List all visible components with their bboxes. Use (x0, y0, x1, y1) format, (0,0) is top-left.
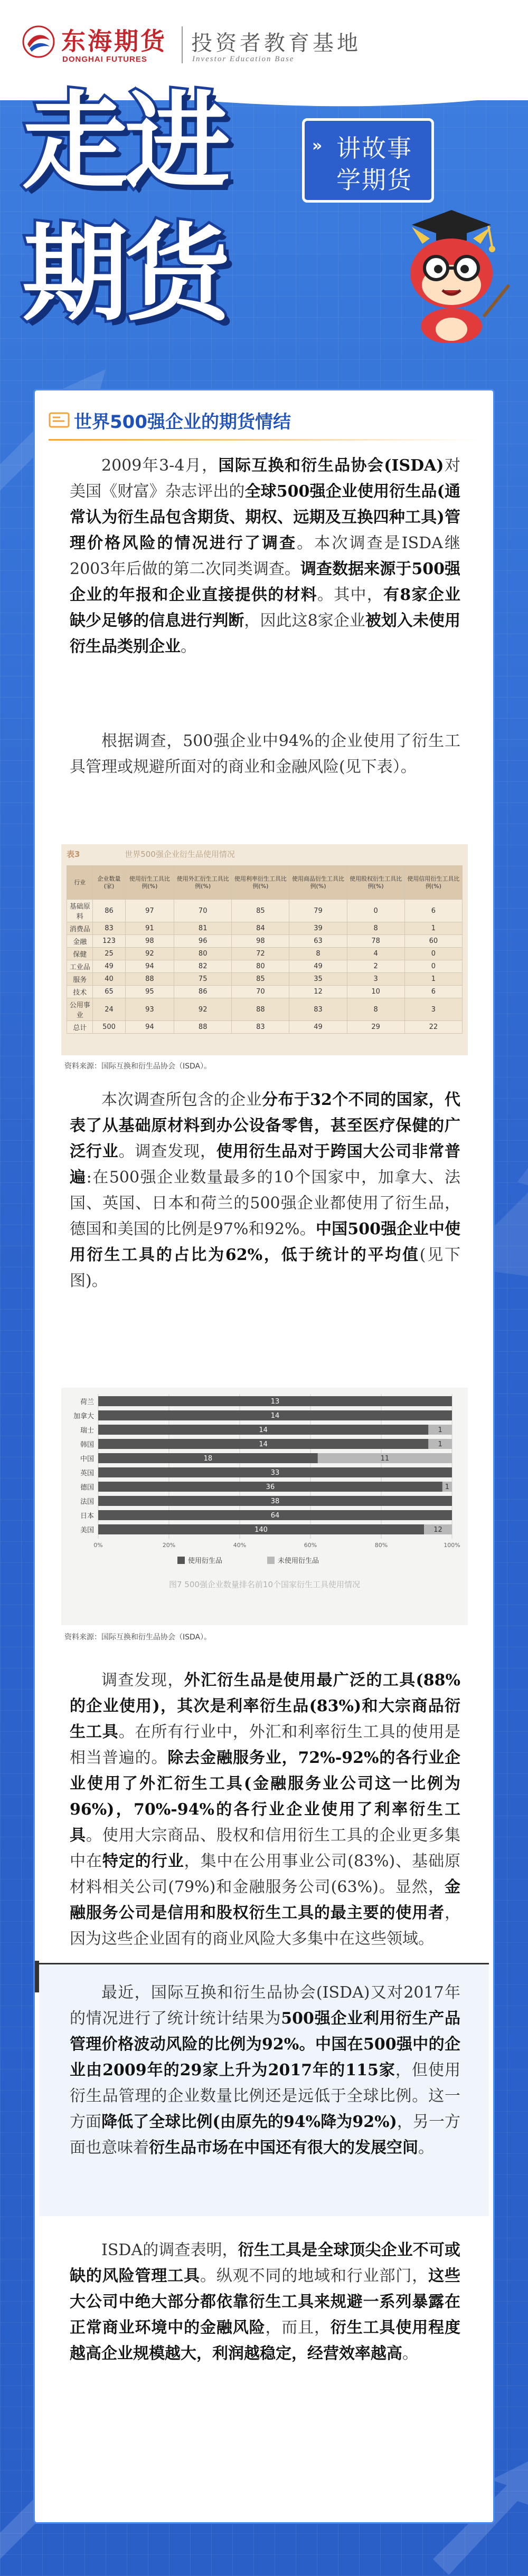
table-cell: 2 (347, 960, 404, 973)
chart-tick-label: 40% (233, 1542, 247, 1549)
table-caption (67, 848, 463, 860)
body-text: (见下图)。 (70, 1246, 460, 1290)
chart-data-label: 18 (203, 1455, 213, 1463)
table-cell: 49 (289, 960, 347, 973)
table-cell: 8 (347, 998, 404, 1021)
body-text: 。调查发现， (118, 1142, 216, 1161)
emphasis-text: 衍生工具是全球顶尖企业不可或缺的风险管理工具 (70, 2241, 460, 2285)
emphasis-text: 特定的行业 (102, 1852, 184, 1871)
table-cell: 98 (232, 935, 289, 948)
table-cell: 92 (125, 948, 174, 960)
chart-category-label: 美国 (80, 1526, 94, 1534)
chart-legend-swatch (177, 1557, 185, 1564)
chart-legend-label: 使用衍生品 (188, 1557, 223, 1565)
table-cell: 79 (289, 900, 347, 922)
table-cell: 4 (347, 948, 404, 960)
chart-category-label: 德国 (80, 1484, 94, 1492)
body-text: ，集中在公用事业公司(83%)、基础原材料相关公司(79%)和金融服务公司(63%)。显然， (70, 1852, 461, 1896)
table-row (67, 935, 463, 948)
chart-data-label: 33 (270, 1469, 280, 1477)
book-icon (49, 411, 70, 429)
brand-name-cn: 东海期货 (61, 27, 167, 55)
dragon-mascot-icon (391, 206, 512, 343)
table-cell: 25 (93, 948, 125, 960)
chart-category-label: 荷兰 (80, 1398, 94, 1406)
table-cell: 6 (404, 900, 462, 922)
table-cell: 88 (125, 973, 174, 986)
body-text: ，因为这些企业固有的商业风险大多集中在这些领域。 (70, 1904, 460, 1948)
body-text: ，而且， (265, 2319, 331, 2337)
table-cell: 29 (347, 1021, 404, 1034)
table-cell: 0 (347, 900, 404, 922)
table-row (67, 973, 463, 986)
emphasis-text: 500强企业利用衍生产品管理价格波动风险的比例为92%。中国在500强中的企业由2009年的29家上升为2017年的115家 (70, 2009, 461, 2079)
table-cell: 83 (232, 1021, 289, 1034)
chart-data-label: 14 (270, 1412, 280, 1420)
chart-legend-swatch (267, 1557, 275, 1564)
emphasis-text: 金融服务公司是信用和股权衍生工具的最主要的使用者 (70, 1878, 460, 1922)
chart-data-label: 36 (266, 1483, 275, 1491)
table-row (67, 986, 463, 998)
emphasis-text: 中国500强企业中使用衍生工具的占比为62%，低于统计的平均值 (70, 1220, 461, 1264)
body-text: 最近，国际互换和衍生品协会(ISDA)又对2017年的情况进行了统计统计结果为 (70, 1983, 460, 2028)
table-cell: 49 (289, 1021, 347, 1034)
table-header-cell: 行业 (67, 866, 93, 900)
table-header-cell: 使用衍生工具比例(%) (125, 866, 174, 900)
table-cell: 63 (289, 935, 347, 948)
table-cell: 97 (125, 900, 174, 922)
table-cell: 3 (347, 973, 404, 986)
table-cell: 3 (404, 998, 462, 1021)
body-text: ISDA的调查表明， (101, 2241, 238, 2259)
table-header-cell: 使用股权衍生工具比例(%) (347, 866, 404, 900)
table-cell: 22 (404, 1021, 462, 1034)
table-cell: 消费品 (67, 922, 93, 935)
table-cell: 10 (347, 986, 404, 998)
chart-category-label: 瑞士 (80, 1427, 94, 1435)
table-row (67, 900, 463, 922)
table-cell: 85 (232, 973, 289, 986)
chart-data-label: 140 (254, 1526, 268, 1534)
bar-chart-figure (61, 1388, 468, 1625)
table-cell: 83 (289, 998, 347, 1021)
section-divider (49, 439, 479, 441)
table-row (67, 948, 463, 960)
table-header-cell: 使用利率衍生工具比例(%) (232, 866, 289, 900)
chart-data-label: 38 (270, 1497, 280, 1505)
table-cell: 92 (174, 998, 232, 1021)
brand-name-en: DONGHAI FUTURES (62, 55, 147, 64)
paragraph-intro (70, 453, 460, 717)
table-cell: 86 (174, 986, 232, 998)
chart-data-label: 1 (438, 1440, 442, 1448)
table-cell: 49 (93, 960, 125, 973)
table-cell: 1 (404, 973, 462, 986)
body-text: 。使用大宗商品、股权和信用衍生工具的企业更多集中在 (70, 1826, 461, 1871)
table-cell: 86 (93, 900, 125, 922)
table-source-note: 资料来源：国际互换和衍生品协会（ISDA）。 (64, 1062, 212, 1071)
table-cell: 工业品 (67, 960, 93, 973)
table-row (67, 998, 463, 1021)
body-text: 本次调查所包含的企业 (101, 1091, 262, 1109)
chart-tick-label: 60% (304, 1542, 317, 1549)
chart-category-label: 法国 (80, 1498, 94, 1506)
table-cell: 80 (174, 948, 232, 960)
table-cell: 94 (125, 960, 174, 973)
table-cell: 500 (93, 1021, 125, 1034)
emphasis-text: 衍生工具使用程度越高企业规模越大，利润越稳定，经营效率越高 (70, 2319, 461, 2363)
table-header-cell: 使用外汇衍生工具比例(%) (174, 866, 232, 900)
body-text: ，另一方面也意味着 (70, 2113, 461, 2157)
table-cell: 94 (125, 1021, 174, 1034)
emphasis-text: 国际互换和衍生品协会(ISDA) (218, 456, 444, 475)
table-cell: 96 (174, 935, 232, 948)
chart-legend-label: 未使用衍生品 (278, 1557, 319, 1565)
emphasis-text: 除去金融服务业，72%-92%的各行业企业使用了外汇衍生工具(金融服务业公司这一比例为96%)，70%-94%的各行业企业使用了利率衍生工具 (70, 1749, 461, 1845)
chart-data-label: 14 (259, 1440, 268, 1448)
table-cell: 39 (289, 922, 347, 935)
paragraph-survey-result (70, 728, 460, 834)
table-cell: 65 (93, 986, 125, 998)
table-cell: 0 (404, 960, 462, 973)
chart-data-label: 1 (445, 1483, 450, 1491)
emphasis-text: 调查数据来源于500强企业的年报和企业直接提供的材料 (70, 560, 460, 604)
chart-data-label: 14 (259, 1426, 268, 1434)
chart-data-label: 11 (380, 1455, 390, 1463)
story-tag-line2: 学期货 (336, 166, 412, 194)
body-text: 调查发现， (101, 1671, 184, 1690)
table-cell: 8 (347, 922, 404, 935)
table-cell: 60 (404, 935, 462, 948)
table-cell: 81 (174, 922, 232, 935)
table-figure (61, 844, 468, 1055)
table-cell: 95 (125, 986, 174, 998)
table-cell: 保健 (67, 948, 93, 960)
table-header-cell: 企业数量(家) (93, 866, 125, 900)
emphasis-text: 这些大公司中绝大部分都依靠衍生工具来规避一系列暴露在正常商业环境中的金融风险 (70, 2267, 461, 2337)
paragraph-instrument-types (70, 1667, 460, 1963)
table-cell: 金融 (67, 935, 93, 948)
chart-tick-label: 100% (444, 1542, 460, 1549)
table-header-cell: 使用信用衍生工具比例(%) (404, 866, 462, 900)
table-cell: 总计 (67, 1021, 93, 1034)
body-text: 。其中， (317, 586, 384, 604)
table-cell: 1 (404, 922, 462, 935)
table-cell: 基础原料 (67, 900, 93, 922)
bar-chart (61, 1388, 468, 1625)
table-cell: 88 (232, 998, 289, 1021)
table-cell: 技术 (67, 986, 93, 998)
chart-data-label: 12 (433, 1526, 442, 1534)
paragraph-countries (70, 1087, 460, 1382)
emphasis-text: 有8家企业缺少足够的信息进行判断 (70, 586, 461, 630)
table-cell: 91 (125, 922, 174, 935)
table-cell: 40 (93, 973, 125, 986)
hero-title-line1: 走进 (22, 81, 228, 204)
table-cell: 公用事业 (67, 998, 93, 1021)
table-cell: 8 (289, 948, 347, 960)
article-card (35, 390, 493, 2522)
body-text: ，但使用衍生品管理的企业数量比例还是远低于全球比例 (70, 2061, 460, 2105)
chart-data-label: 64 (270, 1512, 280, 1520)
section-title: 世界500强企业的期货情结 (74, 411, 291, 433)
body-text: :在500强企业数量最多的10个国家中，加拿大、法国、英国、日本和荷兰的500强企业都使用了衍生品，德国和美国的比例是97%和92%。 (70, 1168, 461, 1238)
table-header-cell: 使用商品衍生工具比例(%) (289, 866, 347, 900)
table-cell: 72 (232, 948, 289, 960)
table-cell: 88 (174, 1021, 232, 1034)
table-row (67, 1021, 463, 1034)
emphasis-text: 分布于32个不同的国家，代表了从基础原材料到办公设备零售，甚至医疗保健的广泛行业 (70, 1091, 461, 1161)
chart-category-label: 日本 (80, 1512, 94, 1520)
body-text: 2009年3-4月， (101, 456, 219, 475)
body-text: 。本次调查是ISDA继2003年后做的第二次同类调查。 (70, 534, 460, 578)
body-text: 。这一方面 (70, 2087, 461, 2131)
table-cell: 98 (125, 935, 174, 948)
chart-tick-label: 80% (374, 1542, 388, 1549)
chart-title: 图7 500强企业数量排名前10个国家衍生工具使用情况 (168, 1580, 361, 1589)
chart-category-label: 中国 (80, 1455, 94, 1463)
table-cell: 24 (93, 998, 125, 1021)
education-base-en: Investor Education Base (192, 55, 295, 63)
chart-category-label: 加拿大 (73, 1413, 94, 1420)
table-cell: 12 (289, 986, 347, 998)
chart-data-label: 1 (438, 1426, 442, 1434)
table-cell: 83 (93, 922, 125, 935)
story-tag-line1: 讲故事 (336, 134, 412, 163)
table-caption-title: 世界500强企业衍生品使用情况 (125, 850, 235, 859)
donghai-logo-icon (22, 25, 55, 58)
chart-tick-label: 20% (162, 1542, 176, 1549)
body-text: 。 (402, 2344, 418, 2363)
chart-source-note: 资料来源：国际互换和衍生品协会（ISDA）。 (64, 1633, 212, 1642)
table-cell: 85 (232, 900, 289, 922)
table-cell: 服务 (67, 973, 93, 986)
body-text: 。 (418, 2139, 434, 2157)
paragraph-conclusion (70, 2237, 460, 2475)
fast-forward-icon: » (312, 137, 323, 155)
emphasis-text: 降低了全球比例(由原先的94%降为92%) (101, 2113, 397, 2131)
table-cell: 75 (174, 973, 232, 986)
body-text: 。 (181, 637, 196, 656)
body-text: 。在所有行业中，外汇和利率衍生工具的使用是相当普遍的。 (70, 1723, 461, 1767)
education-base-cn: 投资者教育基地 (191, 31, 361, 55)
body-text: ，因此这8家企业 (244, 612, 365, 630)
table-cell: 78 (347, 935, 404, 948)
table-cell: 70 (174, 900, 232, 922)
emphasis-text: 全球500强企业使用衍生品(通常认为衍生品包含期货、期权、远期及互换四种工具)管理价格风险的情况进行了调查 (70, 482, 461, 552)
brand-divider (182, 26, 183, 63)
section-header (49, 405, 479, 435)
chart-category-label: 英国 (80, 1470, 94, 1477)
table-cell: 0 (404, 948, 462, 960)
paragraph-2017-update (70, 1980, 460, 2207)
table-cell: 35 (289, 973, 347, 986)
table-row (67, 922, 463, 935)
hero-title-line2: 期货 (22, 213, 228, 336)
table-cell: 93 (125, 998, 174, 1021)
table-caption-number: 表3 (67, 850, 80, 859)
emphasis-text: 使用衍生品对于跨国大公司非常普遍 (70, 1142, 461, 1187)
emphasis-text: 衍生品市场在中国还有很大的发展空间 (149, 2139, 418, 2157)
boxed-note-corner (35, 1961, 39, 1992)
table-cell: 80 (232, 960, 289, 973)
table-row (67, 960, 463, 973)
emphasis-text: 外汇衍生品是使用最广泛的工具(88%的企业使用)，其次是利率衍生品(83%)和大宗商品衍生工具 (70, 1671, 461, 1741)
body-text: 对美国《财富》杂志评出的 (70, 456, 460, 501)
table-cell: 6 (404, 986, 462, 998)
table-cell: 82 (174, 960, 232, 973)
chart-tick-label: 0% (93, 1542, 103, 1549)
story-tag (302, 118, 434, 203)
table-cell: 70 (232, 986, 289, 998)
table-cell: 123 (93, 935, 125, 948)
body-text: 。纵观不同的地域和行业部门， (200, 2267, 429, 2285)
chart-category-label: 韩国 (80, 1441, 94, 1449)
table-cell: 84 (232, 922, 289, 935)
chart-data-label: 13 (270, 1398, 280, 1406)
derivatives-usage-table (67, 865, 463, 1034)
paragraph-survey-result-text: 根据调查，500强企业中94%的企业使用了衍生工具管理或规避所面对的商业和金融风险(见下表）。 (70, 732, 460, 776)
emphasis-text: 被划入未使用衍生品类别企业 (70, 612, 461, 656)
